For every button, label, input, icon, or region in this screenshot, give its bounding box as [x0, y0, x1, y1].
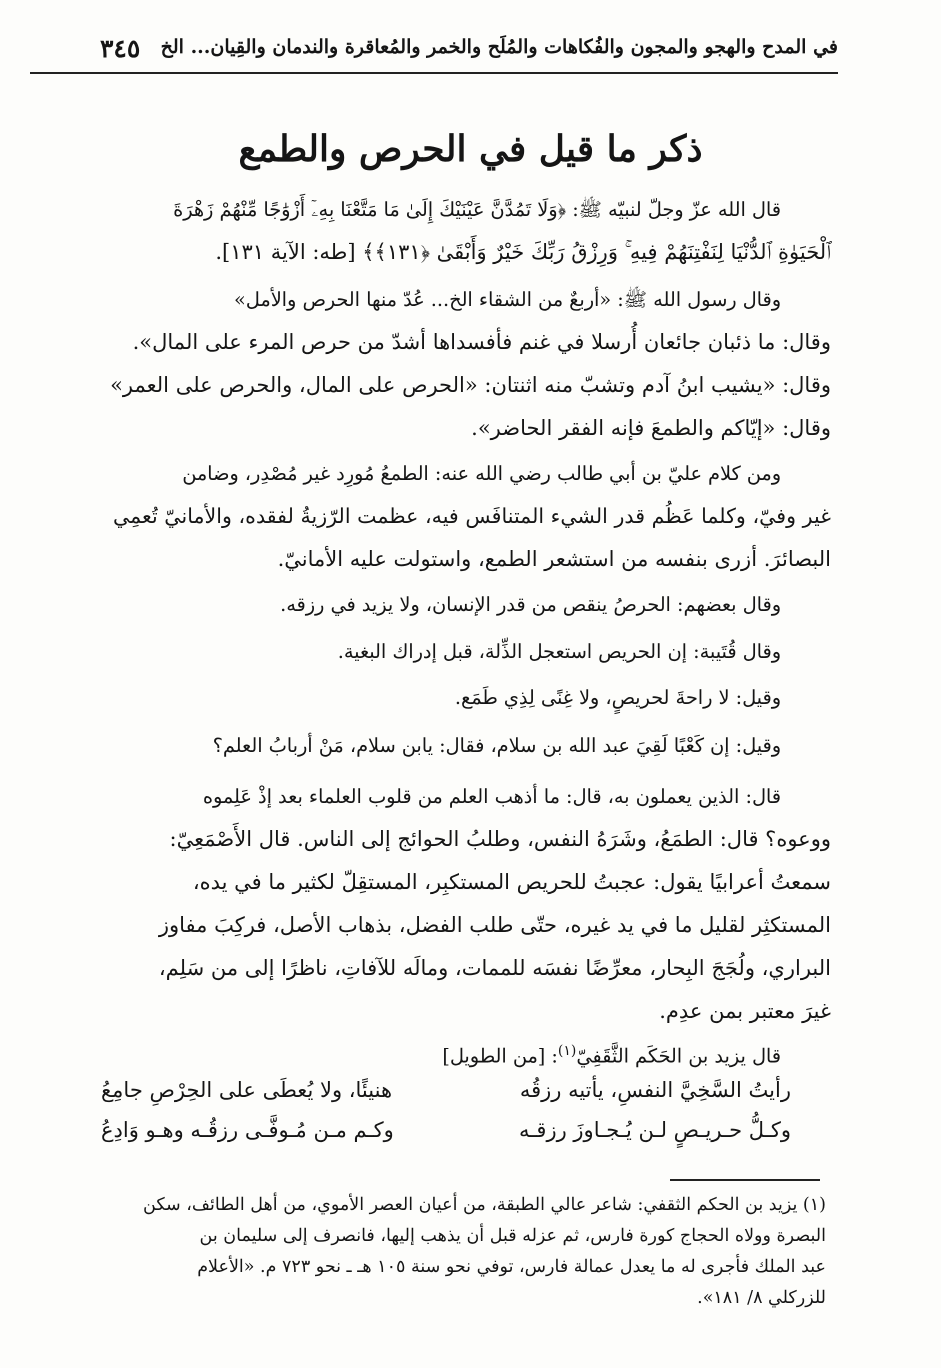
verse-line [101, 1078, 791, 1118]
footnote-line: البصرة وولاه الحجاج كورة فارس، ثم عزله قبل أن يذهب إليها، فانصرف إلى سليمان بن [199, 1226, 826, 1246]
footnote-line: (١) يزيد بن الحكم الثقفي: شاعر عالي الطبقة، من أعيان العصر الأموي، من أهل الطائف، سكن [143, 1195, 826, 1215]
poem-intro [101, 1030, 831, 1077]
text-line: وقال: «يشيب ابنُ آدم وتشبّ منه اثنتان: «الحرص على المال، والحرص على العمر» [110, 373, 831, 397]
meter-label: : [من الطويل] [442, 1044, 558, 1068]
section-title: ذكر ما قيل في الحرص والطمع [238, 128, 703, 170]
poet-name: قال يزيد بن الحَكَم الثَّقَفِيّ [576, 1044, 781, 1068]
text-line: المستكثِر لقليل ما في يد غيره، حتّى طلب الفضل، بذهاب الأصل، فركِبَ مفاوز [158, 913, 831, 937]
text-line: البراري، ولُجَجَ البِحار، معرِّضًا نفسَه للممات، ومالَه للآفاتِ، ناظرًا إلى من سَلِم، [158, 956, 831, 980]
text-line: وقيل: لا راحةَ لحريصٍ، ولا غِنًى لِذِي طَمَع. [454, 686, 781, 709]
verse-first-hemistich: وكـلُّ حـريـصٍ لـن يُـجـاوزَ رزقـه [519, 1118, 791, 1142]
text-line: غير وفيّ، وكلما عَظُم قدر الشيء المتنافَس فيه، عظمت الرّزيةُ لفقده، والأمانيّ تُعمِي [112, 504, 831, 528]
footnote-line: عبد الملك فأجرى له ما يعدل عمالة فارس، توفي نحو سنة ١٠٥ هـ ـ نحو ٧٢٣ م. «الأعلام [197, 1257, 826, 1277]
verse-second-hemistich: هنيئًا، ولا يُعطَى على الحِرْصِ جامِعُ [101, 1078, 393, 1102]
text-line: غيرَ معتبر بمن عدِم. [659, 999, 831, 1023]
poem-verses [101, 1078, 791, 1158]
text-line [101, 1030, 831, 1077]
verse-first-hemistich: رأيتُ السَّخِيَّ النفسِ، يأتيه رزقُه [519, 1078, 791, 1102]
paragraph-saying [101, 676, 831, 719]
text-line: قال: الذين يعملون به، قال: ما أذهب العلم من قلوب العلماء بعد إذْ عَلِموه [202, 785, 781, 808]
running-title: في المدح والهجو والمجون والفُكاهات والمُلَح والخمر والمُعاقرة والندمان والقِيان... الخ [160, 36, 838, 58]
text-line: وقال قُتَيبة: إن الحريص استعجل الذِّلة، قبل إدراك البغية. [337, 640, 781, 663]
text-line: البصائرَ. أزرى بنفسه من استشعر الطمع، واستولت عليه الأمانيّ. [277, 547, 831, 571]
footnote-line: للزركلي ٨/ ١٨١». [697, 1288, 826, 1308]
paragraph-hadith [101, 278, 831, 450]
text-line: سمعتُ أعرابيًا يقول: عجبتُ للحريص المستكبِر، المستقِلّ لكثير ما في يده، [192, 870, 831, 894]
text-line: قال الله عزّ وجلّ لنبيّه ﷺ: ﴿وَلَا تَمُدَّنَّ عَيْنَيْكَ إِلَىٰ مَا مَتَّعْنَا بِهِۦٓ أَزْوَٰجًا مِّنْهُمْ زَهْرَةَ [173, 198, 781, 221]
text-line: وقيل: إن كَعْبًا لَقِيَ عبد الله بن سلام، فقال: يابن سلام، مَنْ أربابُ العلم؟ [212, 734, 781, 757]
text-line: ٱلْحَيَوٰةِ ٱلدُّنْيَا لِنَفْتِنَهُمْ فِيهِ ۚ وَرِزْقُ رَبِّكَ خَيْرٌ وَأَبْقَىٰ ﴿١٣١﴾﴾ [طه: الآية ١٣١]. [215, 240, 831, 264]
paragraph-quran-verse [101, 188, 831, 274]
paragraph-ali-saying [101, 452, 831, 581]
verse-second-hemistich: وكـم مـن مُـوفَّـى رزقُـه وهـو وَادِعُ [101, 1118, 394, 1142]
verse-line [101, 1118, 791, 1158]
text-line: وقال رسول الله ﷺ: «أربعٌ من الشقاء الخ... عُدّ منها الحرص والأمل» [234, 288, 781, 311]
footnote [101, 1190, 826, 1314]
paragraph-asmai-saying [101, 775, 831, 1033]
text-line: وقال: ما ذئبان جائعان أُرسلا في غنم فأفسداها أشدّ من حرص المرء على المال». [132, 330, 831, 354]
text-line: وقال بعضهم: الحرصُ ينقص من قدر الإنسان، ولا يزيد في رزقه. [280, 593, 781, 616]
paragraph-saying [101, 583, 831, 626]
footnote-divider [670, 1179, 820, 1181]
page-number: ٣٤٥ [100, 34, 141, 63]
text-line: ووعوه؟ قال: الطمَعُ، وشَرَهُ النفس، وطلبُ الحوائج إلى الناس. قال الأَصْمَعِيّ: [169, 827, 831, 851]
text-line: وقال: «إيّاكم والطمعَ فإنه الفقر الحاضر». [471, 416, 831, 440]
paragraph-saying [101, 630, 831, 673]
text-line: ومن كلام عليّ بن أبي طالب رضي الله عنه: الطمعُ مُورِد غير مُصْدِر، وضامن [182, 462, 781, 485]
paragraph-saying [101, 724, 831, 767]
page-header [30, 28, 838, 74]
footnote-reference[interactable]: (١) [557, 1043, 577, 1059]
